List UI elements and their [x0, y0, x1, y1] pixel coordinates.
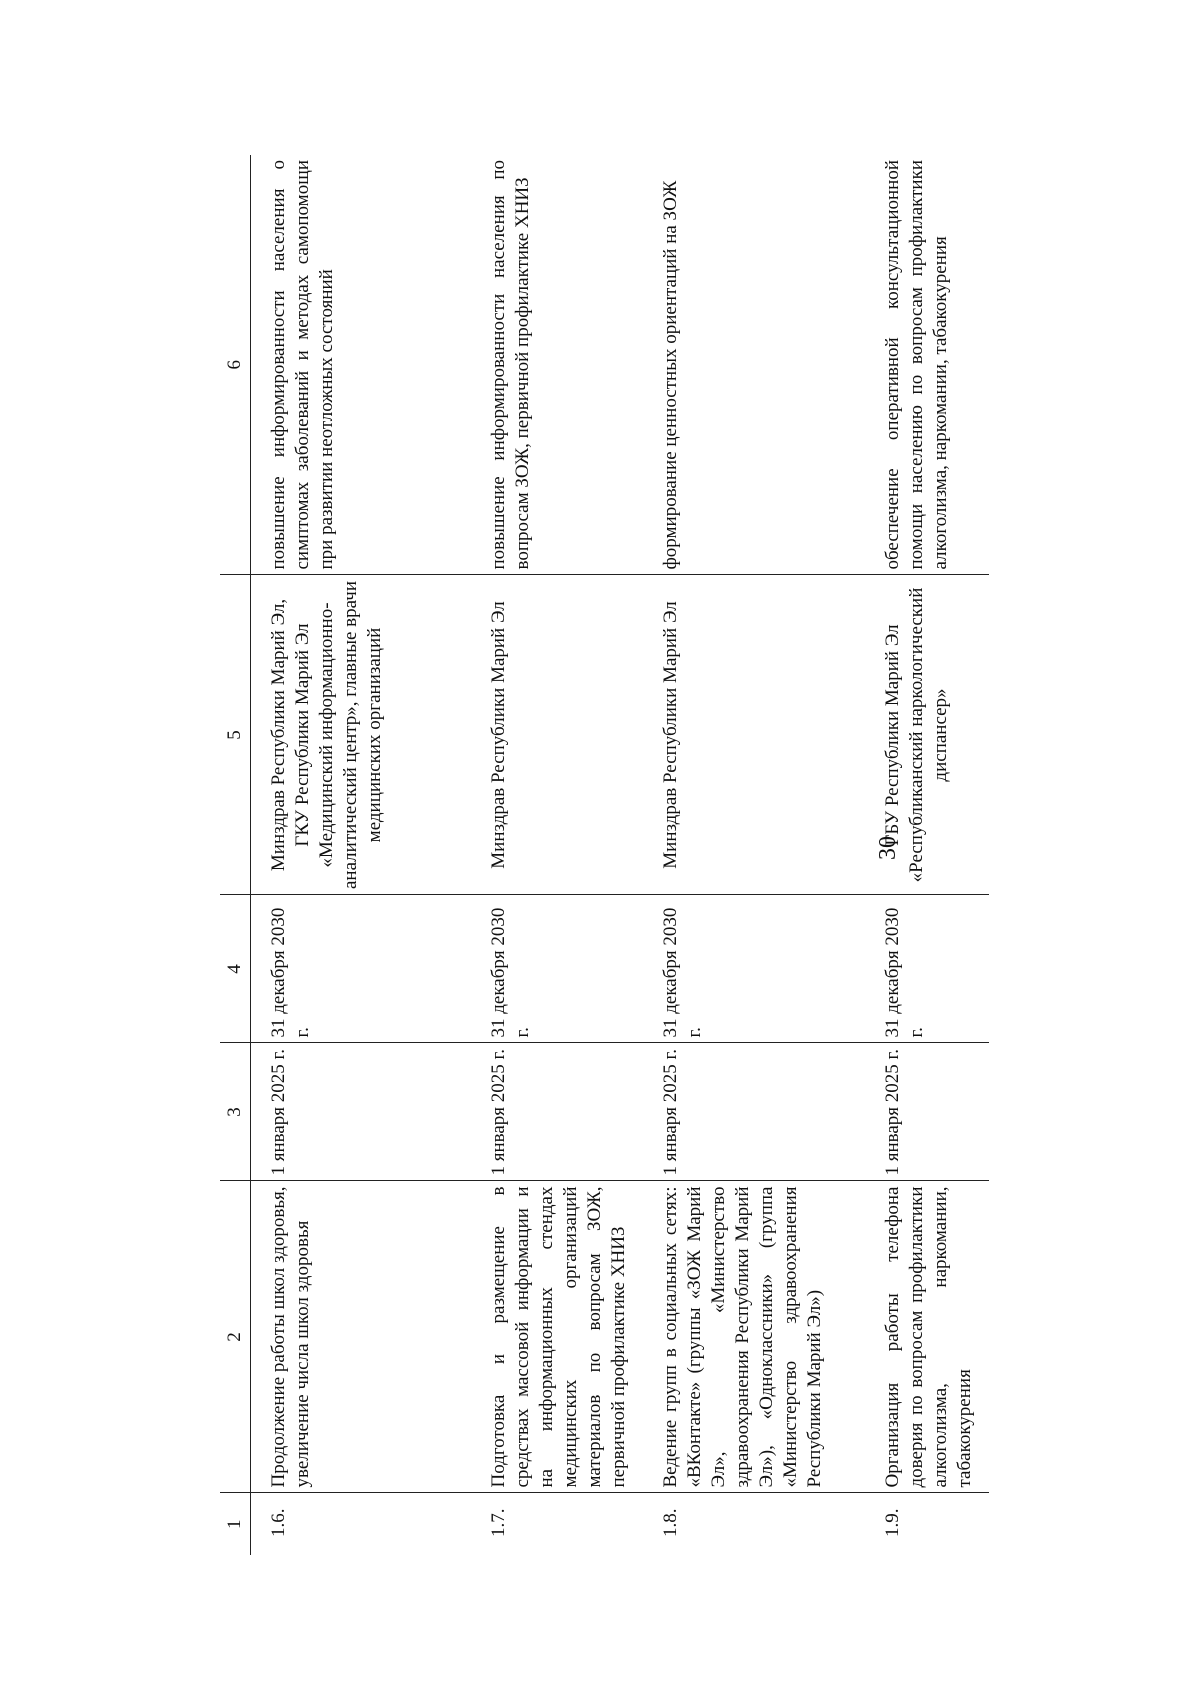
end-date-cell: 31 декабря 2030 г.	[865, 895, 989, 1043]
end-date-cell: 31 декабря 2030 г.	[643, 895, 865, 1043]
row-number: 1.7.	[488, 1508, 509, 1537]
responsible-cell: Минздрав Республики Марий Эл	[643, 575, 865, 895]
header-col-5: 5	[220, 575, 251, 895]
header-col-6: 6	[220, 155, 251, 575]
activity-cell: Продолжение работы школ здоровья, увеличение числа школ здоровья	[251, 1181, 472, 1493]
start-date-cell: 1 января 2025 г.	[643, 1043, 865, 1181]
responsible-cell: Минздрав Республики Марий Эл	[471, 575, 643, 895]
table-row	[643, 155, 865, 1555]
table-row	[251, 155, 472, 1555]
activity-cell: Организация работы телефона доверия по вопросам профилактики алкоголизма, наркомании, табакокурения	[865, 1181, 989, 1493]
header-col-1: 1	[220, 1493, 251, 1555]
page-number: 30	[875, 836, 901, 860]
result-cell: формирование ценностных ориентаций на ЗОЖ	[643, 155, 865, 575]
activity-cell: Ведение групп в социальных сетях: «ВКонтакте» (группы «ЗОЖ Марий Эл», «Министерство здравоохранения Республики Марий Эл»), «Одноклассники» (группа «Министерство здравоохранения Республики Марий Эл»)	[643, 1181, 865, 1493]
table-row	[865, 155, 989, 1555]
start-date-cell: 1 января 2025 г.	[251, 1043, 472, 1181]
start-date-cell: 1 января 2025 г.	[471, 1043, 643, 1181]
activity-cell: Подготовка и размещение в средствах массовой информации и на информационных стендах медицинских организаций материалов по вопросам ЗОЖ, первичной профилактике ХНИЗ	[471, 1181, 643, 1493]
result-cell: повышение информированности населения о симптомах заболеваний и методах самопомощи при развитии неотложных состояний	[251, 155, 472, 575]
responsible-cell: Минздрав Республики Марий Эл, ГКУ Республики Марий Эл «Медицинский информационно-аналитический центр», главные врачи медицинских организаций	[251, 575, 472, 895]
result-cell: обеспечение оперативной консультационной помощи населению по вопросам профилактики алкоголизма, наркомании, табакокурения	[865, 155, 989, 575]
row-number: 1.6.	[268, 1508, 289, 1537]
end-date-cell: 31 декабря 2030 г.	[471, 895, 643, 1043]
header-col-3: 3	[220, 1043, 251, 1181]
start-date-cell: 1 января 2025 г.	[865, 1043, 989, 1181]
responsible-cell: ГБУ Республики Марий Эл «Республиканский наркологический диспансер»	[865, 575, 989, 895]
header-col-2: 2	[220, 1181, 251, 1493]
header-col-4: 4	[220, 895, 251, 1043]
row-number: 1.8.	[660, 1508, 681, 1537]
row-number: 1.9.	[882, 1508, 903, 1537]
table-row	[471, 155, 643, 1555]
rotated-document	[220, 155, 975, 1555]
table-header	[220, 155, 251, 1555]
end-date-cell: 31 декабря 2030 г.	[251, 895, 472, 1043]
result-cell: повышение информированности населения по вопросам ЗОЖ, первичной профилактике ХНИЗ	[471, 155, 643, 575]
plan-table	[220, 155, 989, 1555]
